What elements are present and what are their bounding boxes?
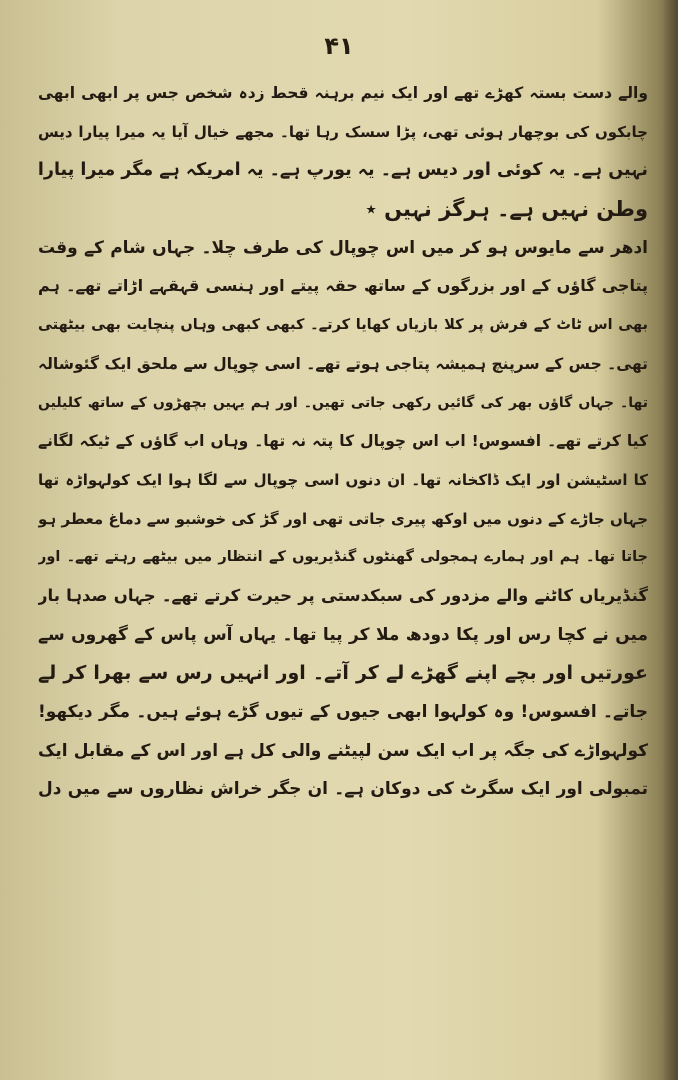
text-line: نہیں ہے۔ یہ کوئی اور دیس ہے۔ یہ یورپ ہے۔ یہ امریکہ ہے مگر میرا پیارا bbox=[38, 160, 648, 181]
text-line: وطن نہیں ہے۔ ہرگز نہیں ٭ bbox=[365, 197, 648, 222]
text-line: چابکوں کی بوچھار ہوئی تھی، پڑا سسک رہا تھا۔ مجھے خیال آیا یہ میرا پیارا دیس bbox=[38, 122, 648, 141]
text-line: گنڈیریاں کاٹنے والے مزدور کی سبکدستی پر حیرت کرتے تھے۔ جہاں صدہا بار bbox=[38, 585, 648, 605]
text-line: کیا کرتے تھے۔ افسوس! اب اس چوپال کا پتہ نہ تھا۔ وہاں اب گاؤں کے ٹیکہ لگانے bbox=[38, 432, 648, 451]
text-line: میں نے کچا رس اور پکا دودھ ملا کر پیا تھا۔ یہاں آس پاس کے گھروں سے bbox=[38, 624, 648, 645]
text-line: تھا۔ جہاں گاؤں بھر کی گائیں رکھی جاتی تھیں۔ اور ہم یہیں بچھڑوں کے ساتھ کلیلیں bbox=[38, 394, 648, 411]
text-line: کولہواڑے کی جگہ پر اب ایک سن لپیٹنے والی کل ہے اور اس کے مقابل ایک bbox=[38, 740, 648, 761]
text-line: جاتا تھا۔ ہم اور ہمارے ہمجولی گھنٹوں گنڈیریوں کے انتظار میں بیٹھے رہتے تھے۔ اور bbox=[38, 549, 648, 566]
text-line: عورتیں اور بچے اپنے گھڑے لے کر آتے۔ اور انہیں رس سے بھرا کر لے bbox=[38, 662, 648, 685]
text-line: ادھر سے مایوس ہو کر میں اس چوپال کی طرف چلا۔ جہاں شام کے وقت bbox=[38, 237, 648, 258]
text-line: پتاجی گاؤں کے اور بزرگوں کے ساتھ حقہ پیتے اور ہنسی قہقہے اڑاتے تھے۔ ہم bbox=[38, 276, 648, 296]
text-line: والے دست بستہ کھڑے تھے اور ایک نیم برہنہ قحط زدہ شخص جس پر ابھی ابھی bbox=[38, 84, 648, 102]
text-line: تمبولی اور ایک سگرٹ کی دوکان ہے۔ ان جگر خراش نظاروں سے میں دل bbox=[38, 779, 648, 800]
text-line: جاتے۔ افسوس! وہ کولہوا ابھی جیوں کے تیوں گڑے ہوئے ہیں۔ مگر دیکھو! bbox=[38, 702, 648, 722]
page-number: ۴۱ bbox=[324, 32, 354, 60]
text-line: جہاں جاڑے کے دنوں میں اوکھ پیری جاتی تھی اور گڑ کی خوشبو سے دماغ معطر ہو bbox=[38, 509, 648, 528]
body-text bbox=[38, 74, 648, 809]
text-line: کا اسٹیشن اور ایک ڈاکخانہ تھا۔ ان دنوں اسی چوپال سے لگا ہوا ایک کولہواڑہ تھا bbox=[38, 470, 648, 489]
text-line: تھی۔ جس کے سرپنچ ہمیشہ پتاجی ہوتے تھے۔ اسی چوپال سے ملحق ایک گئوشالہ bbox=[38, 354, 648, 373]
text-line: بھی اس ٹاٹ کے فرش پر کلا بازیاں کھایا کرتے۔ کبھی کبھی وہاں پنچایت بھی بیٹھتی bbox=[38, 317, 648, 334]
